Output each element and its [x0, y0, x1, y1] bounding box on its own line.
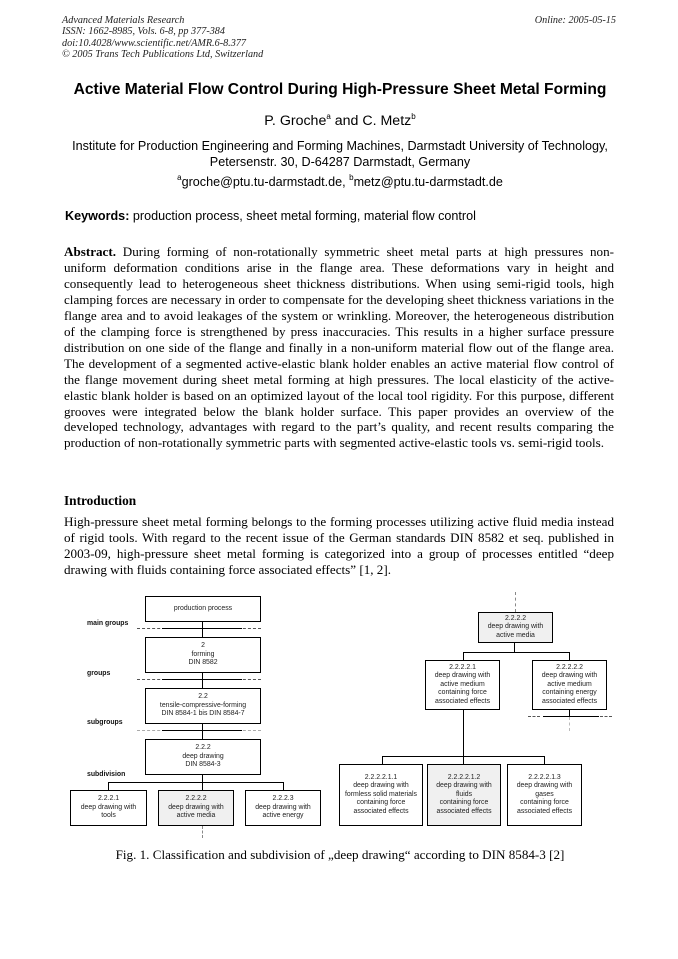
- level-separator: [528, 716, 540, 717]
- connector-line: [543, 716, 599, 717]
- doi-line: doi:10.4028/www.scientific.net/AMR.6-8.377: [62, 37, 247, 49]
- node-energy-associated-effects: [532, 660, 607, 710]
- node-label: forming: [191, 650, 215, 658]
- author-superscript: b: [411, 112, 416, 121]
- connector-line: [202, 782, 203, 790]
- node-label: deep drawing with: [80, 803, 137, 811]
- introduction-paragraph: High-pressure sheet metal forming belongs to the forming processes utilizing active fluid media instead of rigid tools. With regard to the recent issue of the German standards DIN 8582 et seq. published in 2003-09, high-pressure sheet metal forming is categorized into a group of processes entitled “deep drawing with fluids containing force associated effects” [1, 2].: [64, 514, 614, 577]
- node-label: associated effects: [516, 807, 573, 815]
- node-code: 2.2.2.2: [185, 795, 207, 803]
- node-code: 2.2.2.2.1.2: [447, 773, 481, 781]
- node-label: active medium: [440, 680, 485, 688]
- abstract-label: Abstract.: [64, 244, 116, 259]
- author-name: C. Metz: [362, 113, 412, 129]
- node-deep-drawing-with-tools: [70, 790, 147, 826]
- node-label: containing force: [520, 799, 569, 807]
- paper-title: Active Material Flow Control During High-Pressure Sheet Metal Forming: [73, 81, 607, 98]
- node-forming: [145, 637, 261, 673]
- author-superscript: a: [326, 112, 331, 121]
- node-label: containing force: [439, 799, 489, 807]
- node-label: containing force: [438, 689, 487, 697]
- node-deep-drawing-with-active-media: [158, 790, 234, 826]
- node-production-process: [145, 596, 261, 622]
- section-heading-introduction: Introduction: [64, 493, 137, 508]
- node-gases: [507, 764, 582, 826]
- node-tensile-compressive-forming: [145, 688, 261, 724]
- connector-line: [202, 724, 203, 739]
- continuation-dash: [515, 592, 516, 612]
- node-label: tools: [101, 812, 116, 820]
- node-label: deep drawing with: [434, 672, 491, 680]
- node-formless-solid-materials: [339, 764, 423, 826]
- level-separator: [600, 716, 612, 717]
- node-code: 2.2.2.2.1.3: [528, 773, 561, 781]
- node-code: 2.2.2.2.1: [449, 663, 476, 671]
- connector-line: [463, 710, 464, 756]
- node-code: 2.2.2.3: [272, 795, 294, 803]
- connector-line: [463, 652, 570, 653]
- connector-line: [202, 622, 203, 637]
- email-link[interactable]: groche@ptu.tu-darmstadt.de,: [181, 175, 350, 189]
- node-force-associated-effects: [425, 660, 500, 710]
- node-label: associated effects: [434, 697, 491, 705]
- node-label: associated effects: [436, 807, 492, 815]
- issn-line: ISSN: 1662-8985, Vols. 6-8, pp 377-384: [62, 26, 225, 38]
- node-label: active medium: [547, 680, 592, 688]
- node-code: 2.2.2.2.2: [556, 663, 583, 671]
- node-label: active media: [496, 631, 535, 639]
- node-code: 2.2: [198, 693, 208, 701]
- connector-line: [108, 782, 109, 790]
- node-deep-drawing-with-active-energy: [245, 790, 321, 826]
- connector-line: [463, 756, 464, 764]
- authors-line: [40, 113, 640, 129]
- node-label: active energy: [262, 812, 304, 820]
- node-label: deep drawing with: [353, 782, 409, 790]
- node-label: production process: [173, 604, 233, 612]
- node-label: gases: [535, 790, 554, 798]
- affiliation-line: Petersenstr. 30, D-64287 Darmstadt, Germany: [209, 155, 471, 169]
- keywords-label: Keywords:: [65, 209, 130, 223]
- continuation-dash: [569, 717, 570, 731]
- author-conjunction: and: [330, 113, 363, 129]
- node-label: deep drawing: [182, 752, 224, 760]
- email-superscript: a: [177, 173, 182, 182]
- node-label: tensile-compressive-forming: [159, 701, 247, 709]
- node-fluids: [427, 764, 501, 826]
- connector-line: [283, 782, 284, 790]
- journal-header: [62, 15, 263, 61]
- node-label: deep drawing with: [541, 672, 598, 680]
- node-code: 2.2.2.1: [97, 795, 120, 803]
- journal-name: Advanced Materials Research: [62, 15, 185, 26]
- node-standard: DIN 8584-3: [185, 761, 221, 769]
- connector-line: [162, 628, 242, 629]
- node-code: 2.2.2.2.1.1: [364, 773, 398, 781]
- connector-line: [162, 730, 242, 731]
- connector-line: [202, 673, 203, 688]
- continuation-dash: [202, 826, 203, 838]
- email-superscript: b: [349, 173, 354, 182]
- connector-line: [202, 775, 203, 782]
- node-code: 2.2.2: [195, 744, 211, 752]
- node-label: deep drawing with: [516, 782, 573, 790]
- node-label: deep drawing with: [255, 803, 311, 811]
- connector-line: [544, 756, 545, 764]
- connector-line: [162, 679, 242, 680]
- connector-line: [514, 643, 515, 652]
- keywords-text: production process, sheet metal forming, material flow control: [129, 209, 476, 223]
- node-standard: DIN 8582: [188, 659, 218, 667]
- abstract: [64, 244, 614, 451]
- node-standard: DIN 8584-1 bis DIN 8584-7: [161, 710, 245, 718]
- node-label: deep drawing with: [487, 623, 544, 631]
- level-label-subdivision: subdivision: [87, 771, 126, 778]
- node-label: active media: [176, 812, 216, 820]
- node-deep-drawing: [145, 739, 261, 775]
- node-label: deep drawing with: [436, 782, 492, 790]
- level-label-subgroups: subgroups: [87, 719, 123, 726]
- node-label: containing energy: [542, 689, 597, 697]
- node-code: 2: [201, 642, 205, 650]
- affiliation: [40, 138, 640, 170]
- email-link[interactable]: metz@ptu.tu-darmstadt.de: [353, 175, 503, 189]
- node-label: deep drawing with: [168, 803, 224, 811]
- node-label: associated effects: [353, 807, 409, 815]
- keywords: [65, 209, 476, 223]
- abstract-text: During forming of non-rotationally symmetric sheet metal parts at high pressures non-uniform deformation conditions arise in the flange area. These deformations vary in height and consequently lead to heterogeneous sheet thickness distributions. When using semi-rigid tools, high clamping forces are necessary in order to compensate for the developing sheet thickness variations in the flange area and to avoid leakages of the system or wrinkling. Moreover, the heterogeneous distribution of the clamping force is strengthened by press inaccuracies. This results in a higher surface pressure distribution on one side of the flange and finally in a non-uniform material flow out of the flange area. The development of a segmented active-elastic blank holder enables an active material flow control of the flange movement during sheet metal forming at high pressures. The local elasticity of the active-elastic blank holder is based on an optimized layout of the local tool rigidity. For this purpose, different grooves were integrated below the blank holder surface. This paper provides an overview of the developed technology, advantages with regard to the part’s quality, and recent results comparing the production of non-rotationally symmetric parts with segmented active-elastic tools vs. semi-rigid tools.: [64, 244, 614, 451]
- node-label: associated effects: [541, 697, 598, 705]
- level-label-main-groups: main groups: [87, 620, 129, 627]
- node-label: fluids: [455, 790, 473, 798]
- figure-caption: Fig. 1. Classification and subdivision of „deep drawing“ according to DIN 8584-3 [2]: [115, 847, 565, 862]
- author-name: P. Groche: [264, 113, 327, 129]
- level-label-groups: groups: [87, 670, 111, 677]
- node-label: formless solid materials: [345, 790, 417, 798]
- copyright-line: © 2005 Trans Tech Publications Ltd, Switzerland: [62, 49, 264, 61]
- node-label: containing force: [356, 799, 406, 807]
- node-code: 2.2.2.2: [504, 614, 527, 622]
- connector-line: [463, 652, 464, 660]
- node-active-media-root: [478, 612, 553, 643]
- connector-line: [108, 782, 283, 783]
- affiliation-line: Institute for Production Engineering and Forming Machines, Darmstadt University of Technology,: [72, 139, 608, 153]
- connector-line: [382, 756, 383, 764]
- connector-line: [569, 652, 570, 660]
- emails-line: [40, 175, 640, 189]
- online-date: Online: 2005-05-15: [534, 15, 616, 26]
